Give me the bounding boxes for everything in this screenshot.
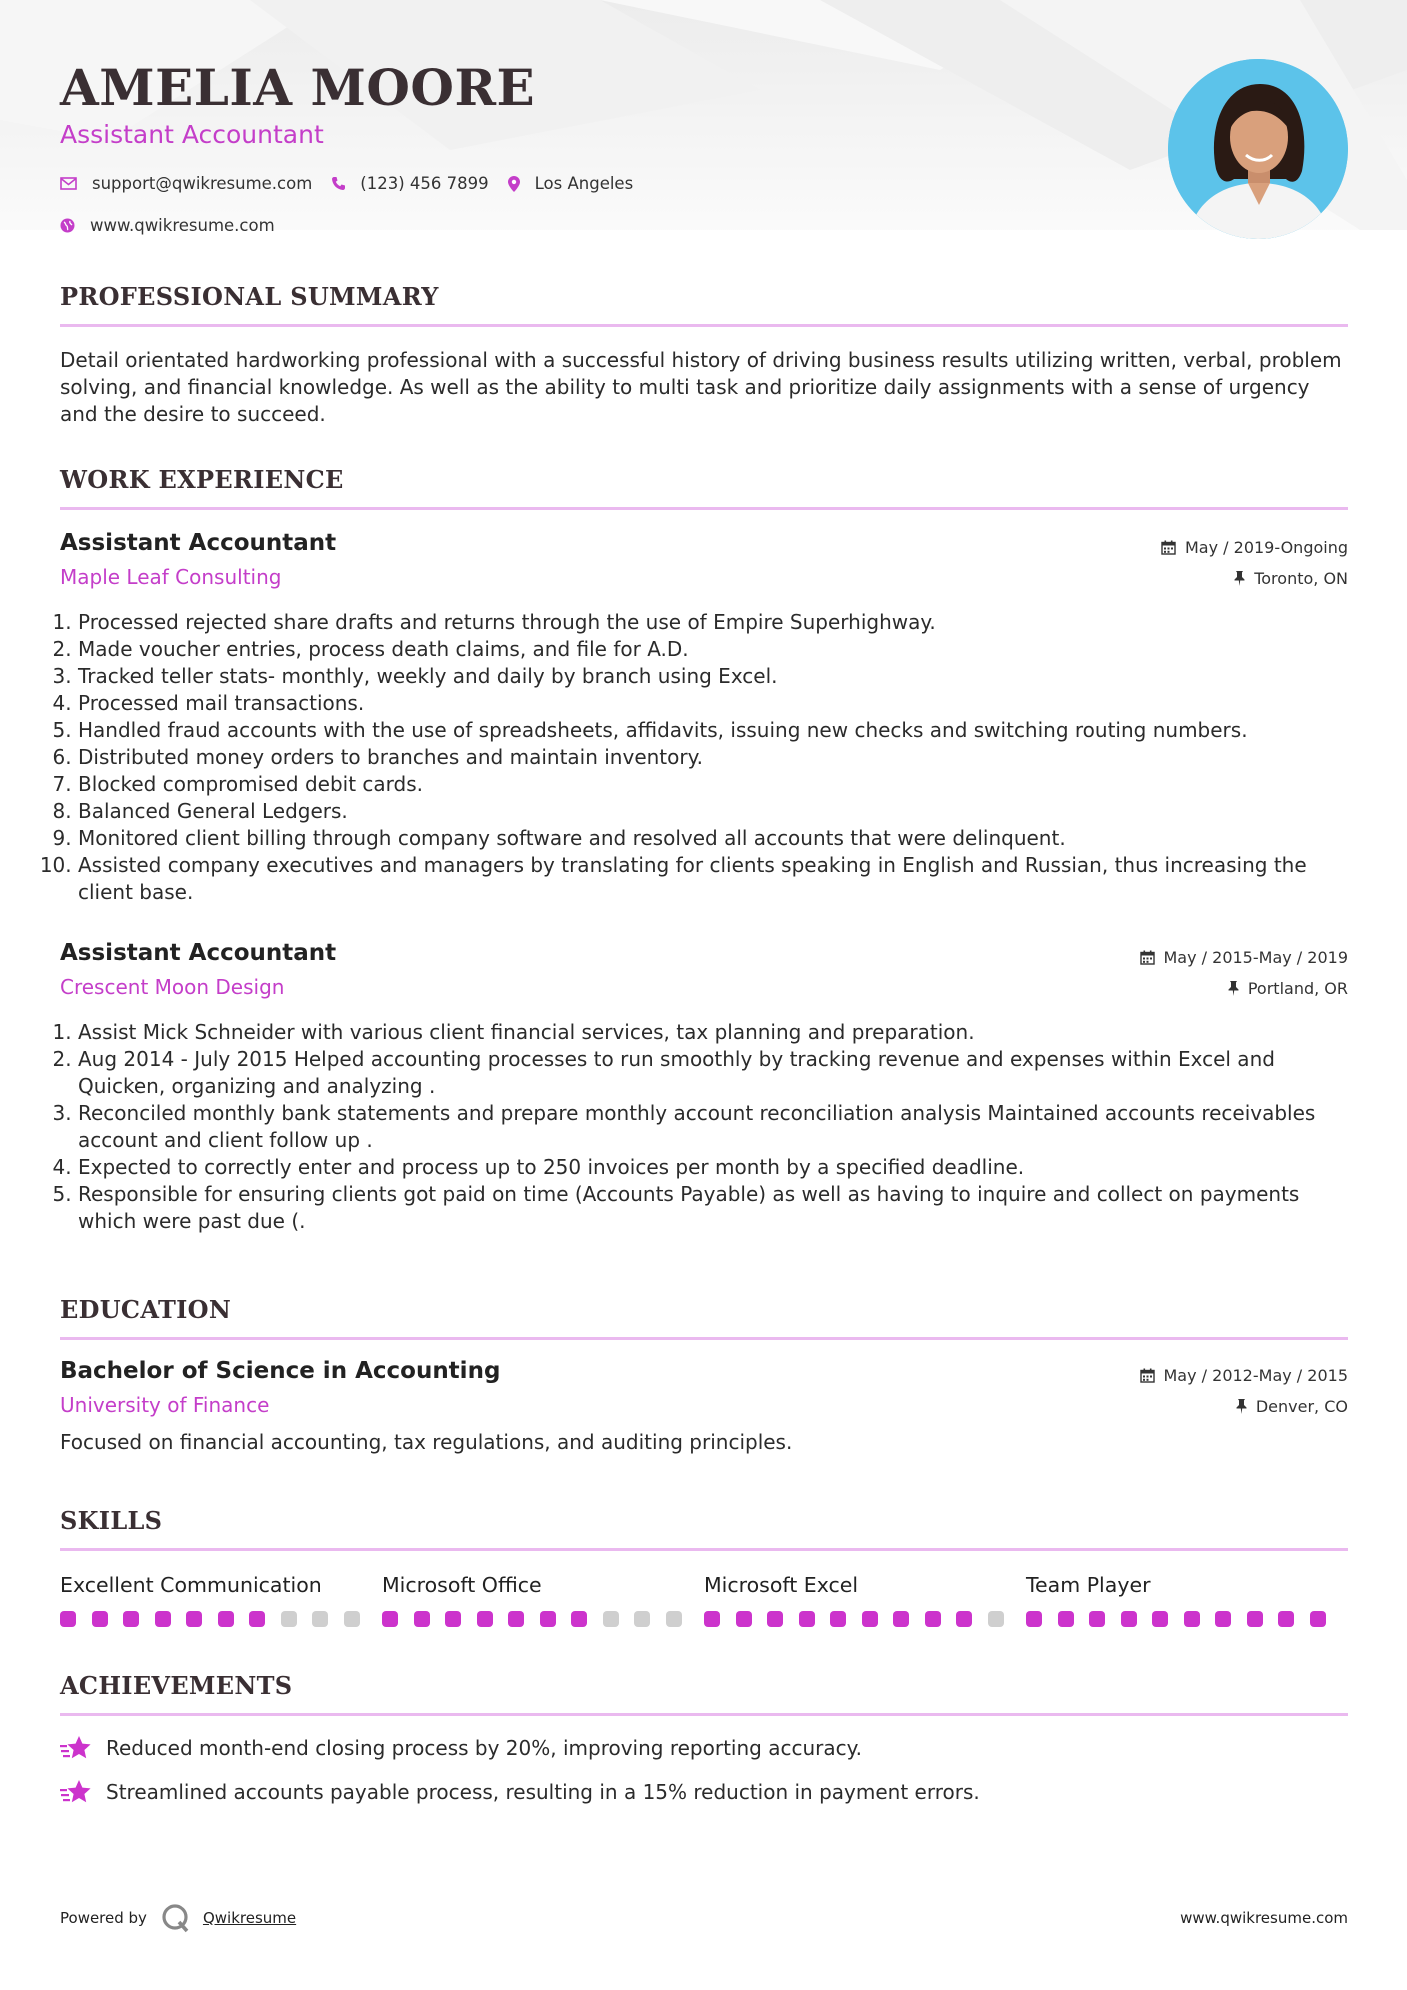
section-title-education: EDUCATION (60, 1295, 232, 1324)
resume-header (60, 0, 1348, 262)
skill-dot-filled (414, 1611, 430, 1627)
skill-dot-empty (666, 1611, 682, 1627)
job-duties (60, 609, 1348, 906)
skill-dot-filled (186, 1611, 202, 1627)
skills-section (60, 1506, 1348, 1627)
skill-dot-filled (218, 1611, 234, 1627)
section-title-experience: WORK EXPERIENCE (60, 465, 344, 494)
website-text: www.qwikresume.com (90, 216, 275, 235)
pushpin-icon (1234, 571, 1245, 586)
skill-dot-filled (92, 1611, 108, 1627)
skill-dot-filled (477, 1611, 493, 1627)
duty-item: 8. Balanced General Ledgers. (78, 798, 1348, 825)
job-duties (60, 1019, 1348, 1235)
summary-text: Detail orientated hardworking professional with a successful history of driving business results utilizing written, verbal, problem solving, and financial knowledge. As well as the ability to multi task and prioritize daily assignments with a sense of urgency and the desire to succeed. (60, 348, 1342, 426)
duty-item: 7. Blocked compromised debit cards. (78, 771, 1348, 798)
education-location-text: Denver, CO (1255, 1397, 1348, 1416)
achievement-text: Reduced month-end closing process by 20%, improving reporting accuracy. (106, 1736, 862, 1760)
duty-item: 5. Handled fraud accounts with the use of spreadsheets, affidavits, issuing new checks and switching routing numbers. (78, 717, 1348, 744)
candidate-role: Assistant Accountant (60, 120, 324, 149)
job-dates-text: May / 2019-Ongoing (1185, 538, 1348, 557)
achievement-text: Streamlined accounts payable process, resulting in a 15% reduction in payment errors. (106, 1780, 980, 1804)
skill-dot-filled (571, 1611, 587, 1627)
job-location-text: Toronto, ON (1254, 569, 1348, 588)
duty-item: 4. Processed mail transactions. (78, 690, 1348, 717)
skill-dot-filled (799, 1611, 815, 1627)
star-icon (60, 1778, 94, 1806)
skill-dot-filled (1152, 1611, 1168, 1627)
contact-website[interactable] (60, 216, 275, 235)
envelope-icon (60, 177, 77, 190)
skill-dot-filled (736, 1611, 752, 1627)
contact-location (508, 174, 634, 193)
section-title-summary: PROFESSIONAL SUMMARY (60, 282, 439, 311)
skill-dot-filled (862, 1611, 878, 1627)
degree-title: Bachelor of Science in Accounting (60, 1358, 501, 1384)
skill-dot-filled (123, 1611, 139, 1627)
skill-name: Team Player (1026, 1573, 1151, 1597)
skill-dot-filled (925, 1611, 941, 1627)
duty-item: 9. Monitored client billing through company software and resolved all accounts that were delinquent. (78, 825, 1348, 852)
skill-dot-filled (60, 1611, 76, 1627)
skill-dot-filled (382, 1611, 398, 1627)
skill-dot-filled (508, 1611, 524, 1627)
duty-item: 4. Expected to correctly enter and process up to 250 invoices per month by a specified deadline. (78, 1154, 1348, 1181)
skill-name: Microsoft Excel (704, 1573, 859, 1597)
skill-rating (60, 1611, 382, 1627)
star-icon (60, 1734, 94, 1762)
duty-item: 2. Aug 2014 - July 2015 Helped accounting processes to run smoothly by tracking revenue and expenses within Excel and Quicken, organizing and analyzing . (78, 1046, 1348, 1100)
job-entry (60, 530, 1348, 906)
duty-item: 3. Tracked teller stats- monthly, weekly and daily by branch using Excel. (78, 663, 1348, 690)
calendar-icon (1140, 1368, 1155, 1383)
skill-dot-filled (893, 1611, 909, 1627)
skill-dot-filled (767, 1611, 783, 1627)
candidate-name: AMELIA MOORE (60, 58, 536, 117)
achievement-item (60, 1778, 1348, 1806)
page-footer (60, 1901, 1348, 1935)
section-divider (60, 324, 1348, 327)
phone-icon (331, 176, 345, 191)
qwikresume-logo-icon[interactable] (161, 1903, 191, 1933)
skill-dot-filled (1278, 1611, 1294, 1627)
skill-dot-filled (155, 1611, 171, 1627)
skill-dot-filled (956, 1611, 972, 1627)
skill-dot-filled (249, 1611, 265, 1627)
contact-email[interactable] (60, 174, 312, 193)
brand-link[interactable]: Qwikresume (202, 1909, 297, 1927)
skill-dot-empty (634, 1611, 650, 1627)
skill-item (60, 1573, 382, 1627)
education-description: Focused on financial accounting, tax regulations, and auditing principles. (60, 1430, 793, 1454)
skill-dot-filled (1184, 1611, 1200, 1627)
skill-rating (704, 1611, 1026, 1627)
job-dates (1161, 538, 1348, 557)
job-title: Assistant Accountant (60, 940, 337, 966)
calendar-icon (1140, 950, 1155, 965)
skill-dot-filled (1058, 1611, 1074, 1627)
duty-item: 2. Made voucher entries, process death claims, and file for A.D. (78, 636, 1348, 663)
skill-dot-empty (988, 1611, 1004, 1627)
skill-dot-empty (344, 1611, 360, 1627)
education-dates-text: May / 2012-May / 2015 (1163, 1366, 1348, 1385)
achievement-item (60, 1734, 1348, 1762)
experience-section (60, 465, 1348, 1235)
skill-name: Excellent Communication (60, 1573, 322, 1597)
skill-dot-filled (540, 1611, 556, 1627)
summary-section (60, 282, 1348, 428)
duty-item: 1. Processed rejected share drafts and returns through the use of Empire Superhighway. (78, 609, 1348, 636)
job-entry (60, 940, 1348, 1235)
skill-item (1026, 1573, 1348, 1627)
section-title-skills: SKILLS (60, 1506, 163, 1535)
skill-dot-filled (445, 1611, 461, 1627)
section-divider (60, 1548, 1348, 1551)
skill-dot-filled (1121, 1611, 1137, 1627)
map-pin-icon (508, 176, 520, 192)
skill-dot-filled (1215, 1611, 1231, 1627)
contact-row-website (60, 216, 294, 235)
duty-item: 6. Distributed money orders to branches and maintain inventory. (78, 744, 1348, 771)
skill-dot-filled (704, 1611, 720, 1627)
globe-icon (60, 218, 75, 233)
contact-phone[interactable] (331, 174, 488, 193)
duty-item: 3. Reconciled monthly bank statements and prepare monthly account reconciliation analysis Maintained accounts receivables account and client follow up . (78, 1100, 1348, 1154)
footer-website-link[interactable]: www.qwikresume.com (1180, 1909, 1348, 1927)
school-name: University of Finance (60, 1393, 270, 1417)
skill-dot-filled (1089, 1611, 1105, 1627)
section-divider (60, 507, 1348, 510)
skill-dot-filled (830, 1611, 846, 1627)
job-location (1234, 569, 1348, 588)
skill-name: Microsoft Office (382, 1573, 542, 1597)
contact-row (60, 174, 652, 193)
achievements-section (60, 1671, 1348, 1806)
job-company: Maple Leaf Consulting (60, 565, 282, 589)
job-title: Assistant Accountant (60, 530, 337, 556)
education-dates (1140, 1366, 1349, 1385)
duty-item: 5. Responsible for ensuring clients got paid on time (Accounts Payable) as well as having to inquire and collect on payments which were past due (. (78, 1181, 1348, 1235)
skills-grid (60, 1573, 1348, 1627)
skill-dot-filled (1310, 1611, 1326, 1627)
skill-item (382, 1573, 704, 1627)
phone-text: (123) 456 7899 (360, 174, 489, 193)
duty-item: 1. Assist Mick Schneider with various client financial services, tax planning and preparation. (78, 1019, 1348, 1046)
location-text: Los Angeles (534, 174, 634, 193)
education-entry (60, 1358, 1348, 1456)
skill-dot-filled (1026, 1611, 1042, 1627)
skill-dot-filled (1247, 1611, 1263, 1627)
job-dates-text: May / 2015-May / 2019 (1163, 948, 1348, 967)
duty-item: 10. Assisted company executives and managers by translating for clients speaking in English and Russian, thus increasing the client base. (78, 852, 1348, 906)
job-dates (1140, 948, 1349, 967)
pushpin-icon (1228, 981, 1239, 996)
job-company: Crescent Moon Design (60, 975, 285, 999)
section-divider (60, 1337, 1348, 1340)
section-divider (60, 1713, 1348, 1716)
job-location-text: Portland, OR (1247, 979, 1348, 998)
skill-rating (1026, 1611, 1348, 1627)
calendar-icon (1161, 540, 1176, 555)
resume-page (60, 0, 1348, 1806)
skill-dot-empty (603, 1611, 619, 1627)
pushpin-icon (1236, 1399, 1247, 1414)
skill-dot-empty (281, 1611, 297, 1627)
profile-portrait (1168, 59, 1348, 239)
powered-by-label: Powered by (60, 1909, 147, 1927)
job-location (1228, 979, 1348, 998)
education-section (60, 1295, 1348, 1456)
profile-photo (1168, 59, 1348, 239)
education-location (1236, 1397, 1348, 1416)
skill-dot-empty (312, 1611, 328, 1627)
skill-rating (382, 1611, 704, 1627)
section-title-achievements: ACHIEVEMENTS (60, 1671, 293, 1700)
email-text: support@qwikresume.com (92, 174, 313, 193)
skill-item (704, 1573, 1026, 1627)
